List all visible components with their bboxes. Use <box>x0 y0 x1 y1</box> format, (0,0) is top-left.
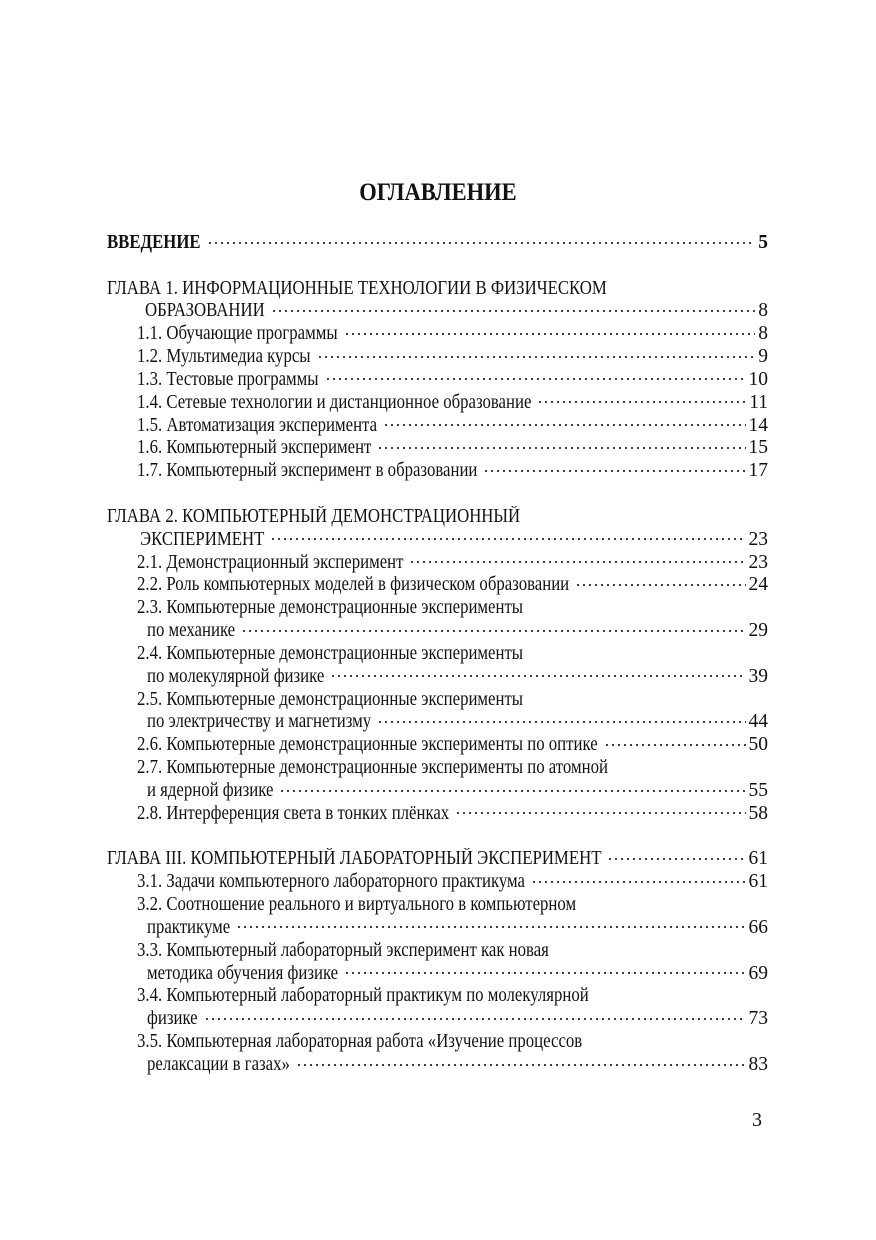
toc-entry-text: ГЛАВА 1. ИНФОРМАЦИОННЫЕ ТЕХНОЛОГИИ В ФИЗИЧЕСКОМ <box>107 277 607 299</box>
toc-entry-text: 3.4. Компьютерный лабораторный практикум по молекулярной <box>137 985 589 1007</box>
toc-section-entry <box>137 1030 582 1053</box>
toc-section-entry <box>137 870 768 893</box>
toc-entry-text: 1.4. Сетевые технологии и дистанционное образование <box>137 391 532 413</box>
toc-page-number: 23 <box>748 528 768 550</box>
toc-entry-text: 1.6. Компьютерный эксперимент <box>137 437 372 459</box>
toc-page-number: 23 <box>748 551 768 573</box>
toc-entry-text: ГЛАВА 2. КОМПЬЮТЕРНЫЙ ДЕМОНСТРАЦИОННЫЙ <box>107 505 521 527</box>
toc-section-entry <box>137 642 523 665</box>
dot-leader <box>455 811 745 815</box>
toc-page-number: 55 <box>748 780 768 801</box>
toc-entry-text: 2.7. Компьютерные демонстрационные эксперименты по атомной <box>137 757 608 779</box>
dot-leader <box>236 925 745 929</box>
dot-leader <box>279 789 745 793</box>
toc-page-number: 9 <box>758 346 768 368</box>
toc-entry-text: 1.7. Компьютерный эксперимент в образовании <box>137 460 478 482</box>
toc-section-entry <box>137 984 589 1007</box>
toc-entry-text: релаксации в газах» <box>147 1054 290 1075</box>
toc-page-number: 24 <box>748 574 768 596</box>
dot-leader <box>377 720 745 724</box>
dot-leader <box>575 583 745 587</box>
toc-entry-text: 2.5. Компьютерные демонстрационные эксперименты <box>137 688 524 710</box>
toc-entry-text: 2.3. Компьютерные демонстрационные эксперименты <box>137 597 524 619</box>
toc-page-number: 29 <box>748 620 768 642</box>
toc-entry-text: 3.1. Задачи компьютерного лабораторного практикума <box>137 871 526 893</box>
toc-chapter-heading <box>107 277 607 300</box>
toc-section-entry <box>147 710 768 733</box>
dot-leader <box>241 629 745 633</box>
toc-entry-text: ГЛАВА III. КОМПЬЮТЕРНЫЙ ЛАБОРАТОРНЫЙ ЭКСПЕРИМЕНТ <box>107 848 602 870</box>
dot-leader <box>377 446 745 450</box>
toc-entry-text: 1.3. Тестовые программы <box>137 368 319 390</box>
toc-section-entry <box>137 573 768 596</box>
toc-chapter-heading <box>145 299 768 322</box>
toc-page-number: 83 <box>748 1054 768 1075</box>
toc-section-entry <box>137 939 549 962</box>
toc-entry-text: 2.1. Демонстрационный эксперимент <box>137 551 404 573</box>
dot-leader <box>344 971 745 975</box>
toc-entry-text: физике <box>147 1008 198 1030</box>
toc-section-entry <box>137 391 768 414</box>
toc-page-number: 61 <box>748 848 768 870</box>
toc-page-number: 10 <box>748 368 768 390</box>
toc-page-number: 14 <box>748 414 768 436</box>
toc-section-entry <box>137 733 768 756</box>
toc-entry-text: ВВЕДЕНИЕ <box>107 232 201 253</box>
toc-page-number: 61 <box>748 871 768 893</box>
toc-section-entry <box>147 916 768 939</box>
toc-entry-text: 2.4. Компьютерные демонстрационные эксперименты <box>137 642 524 664</box>
toc-section-entry <box>147 779 768 802</box>
toc-intro <box>107 231 768 254</box>
toc-section-entry <box>137 756 608 779</box>
dot-leader <box>317 355 756 359</box>
toc-page-number: 50 <box>748 734 768 756</box>
dot-leader <box>531 880 745 884</box>
toc-section-entry <box>147 619 768 642</box>
toc-page-number: 69 <box>748 962 768 984</box>
toc-page-number: 5 <box>758 232 768 253</box>
toc-page-number: 39 <box>748 665 768 687</box>
toc-entry-text: ЭКСПЕРИМЕНТ <box>140 528 265 550</box>
toc-entry-text: 3.5. Компьютерная лабораторная работа «Изучение процессов <box>137 1031 583 1053</box>
dot-leader <box>607 857 745 861</box>
toc-entry-text: 2.6. Компьютерные демонстрационные эксперименты по оптике <box>137 734 598 756</box>
toc-section-entry <box>147 1053 768 1076</box>
toc-entry-text: по механике <box>147 620 236 642</box>
toc-page-number: 44 <box>748 711 768 733</box>
toc-section-entry <box>137 414 768 437</box>
toc-entry-text: 3.2. Соотношение реального и виртуального в компьютерном <box>137 894 577 916</box>
dot-leader <box>270 537 745 541</box>
toc-page-number: 11 <box>749 391 768 413</box>
toc-entry-text: 3.3. Компьютерный лабораторный эксперимент как новая <box>137 939 549 961</box>
toc-section-entry <box>137 322 768 345</box>
toc-page-number: 15 <box>748 437 768 459</box>
toc-page-number: 8 <box>758 323 768 345</box>
dot-leader <box>344 332 756 336</box>
toc-entry-text: ОБРАЗОВАНИИ <box>145 300 265 322</box>
dot-leader <box>204 1017 746 1021</box>
toc-section-entry <box>137 368 768 391</box>
toc-entry-text: и ядерной физике <box>147 780 274 801</box>
dot-leader <box>604 743 746 747</box>
page-number: 3 <box>752 1109 762 1131</box>
dot-leader <box>383 423 745 427</box>
toc-entry-text: 2.2. Роль компьютерных моделей в физическом образовании <box>137 574 570 596</box>
toc-section-entry <box>137 596 523 619</box>
toc-section-entry <box>137 551 768 574</box>
dot-leader <box>537 400 746 404</box>
toc-chapter-heading <box>107 505 520 528</box>
toc-section-entry <box>147 962 768 985</box>
dot-leader <box>271 309 756 313</box>
toc-section-entry <box>137 893 576 916</box>
dot-leader <box>207 241 756 245</box>
toc-page-number: 58 <box>748 802 768 824</box>
toc-section-entry <box>147 665 768 688</box>
toc-entry-text: методика обучения физике <box>147 962 339 984</box>
dot-leader <box>483 469 745 473</box>
toc-page-number: 66 <box>748 916 768 938</box>
toc-page-number: 17 <box>748 460 768 482</box>
toc-chapter-heading <box>140 528 768 551</box>
toc-entry-text: по электричеству и магнетизму <box>147 711 372 733</box>
toc-section-entry <box>137 688 523 711</box>
toc-page-number: 73 <box>748 1008 768 1030</box>
toc-section-entry <box>147 1007 768 1030</box>
toc-entry-text: 2.8. Интерференция света в тонких плёнках <box>137 802 450 824</box>
toc-entry-text: 1.5. Автоматизация эксперимента <box>137 414 378 436</box>
toc-section-entry <box>137 802 768 825</box>
toc-title: ОГЛАВЛЕНИЕ <box>359 179 517 206</box>
dot-leader <box>325 377 746 381</box>
toc-chapter-heading <box>107 847 768 870</box>
toc-section-entry <box>137 345 768 368</box>
dot-leader <box>296 1063 746 1067</box>
dot-leader <box>330 674 745 678</box>
toc-section-entry <box>137 436 768 459</box>
toc-entry-text: по молекулярной физике <box>147 665 325 687</box>
toc-page-number: 8 <box>758 300 768 322</box>
toc-section-entry <box>137 459 768 482</box>
toc-entry-text: 1.2. Мультимедиа курсы <box>137 346 311 368</box>
toc-entry-text: практикуме <box>147 916 231 938</box>
toc-entry-text: 1.1. Обучающие программы <box>137 323 338 345</box>
dot-leader <box>409 560 745 564</box>
